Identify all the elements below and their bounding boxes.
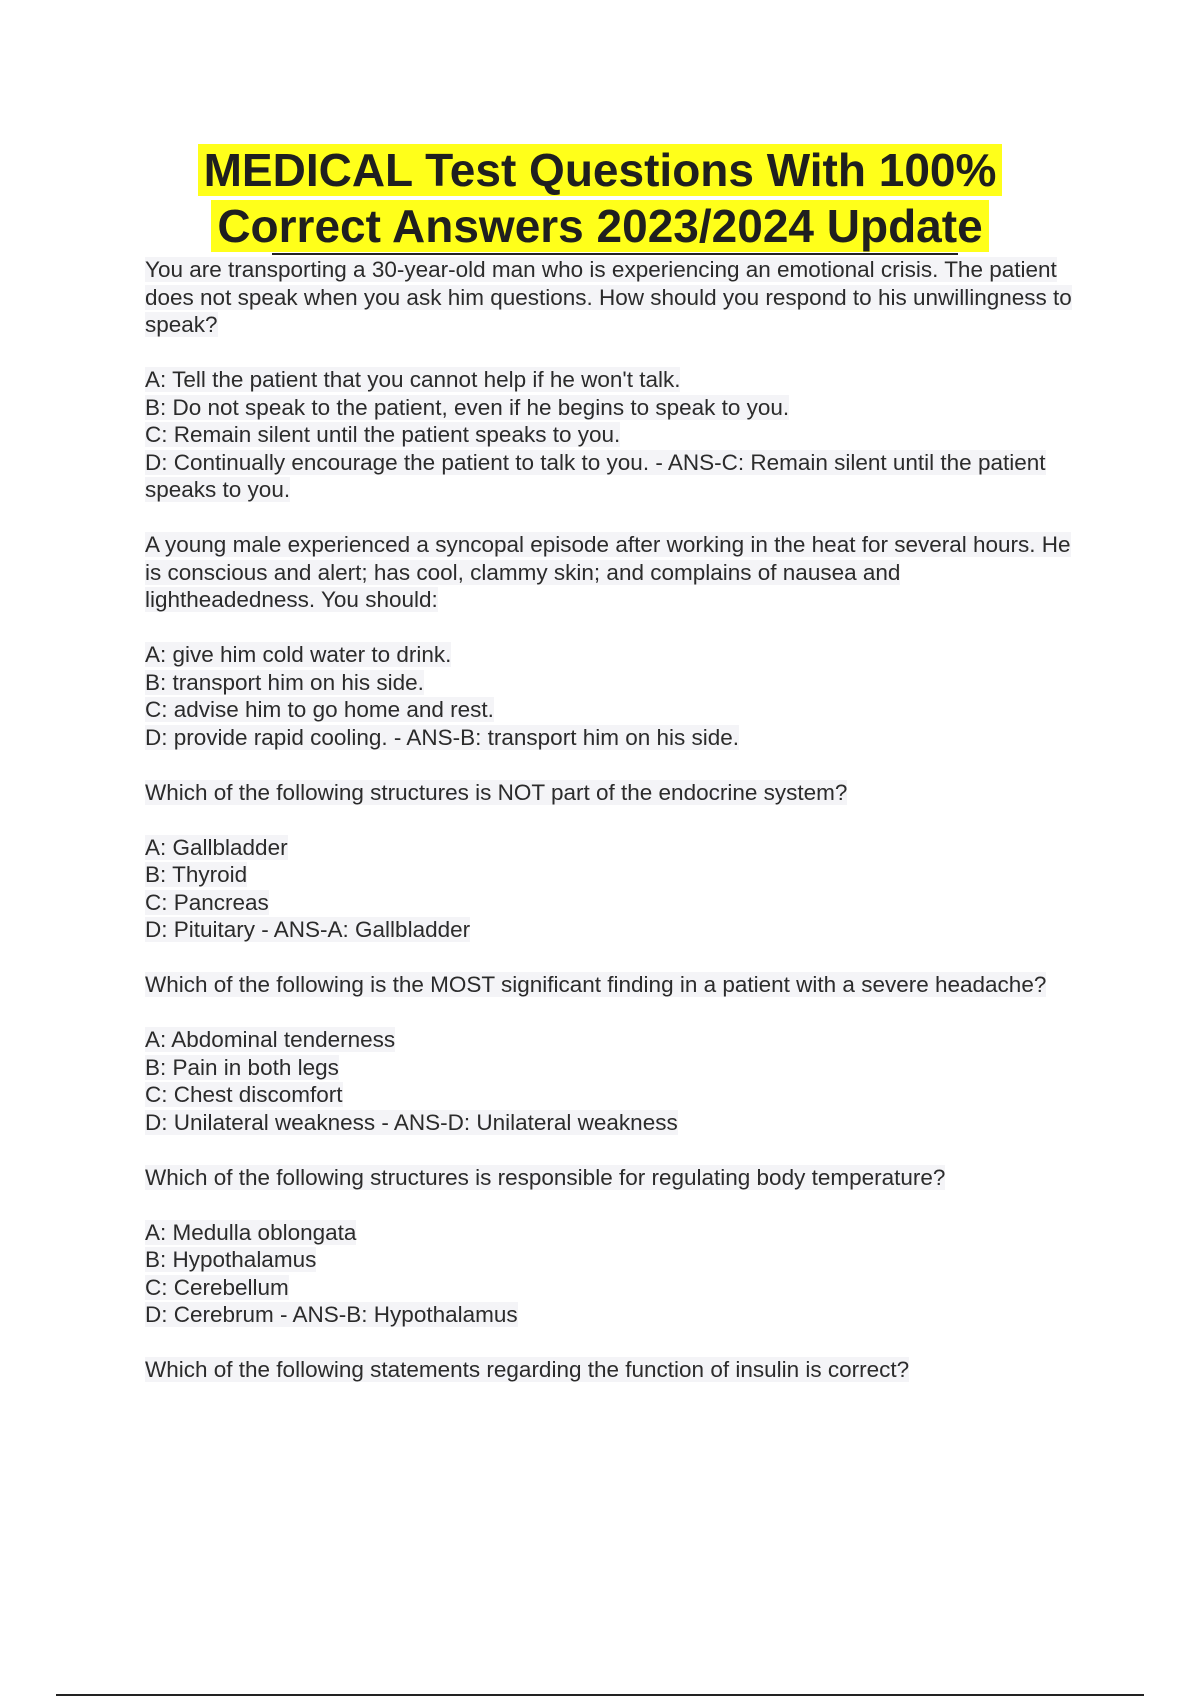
option-a: A: give him cold water to drink. xyxy=(145,642,452,667)
title-line-1 xyxy=(0,142,1200,198)
option-d-with-answer: D: Unilateral weakness - ANS-D: Unilateral weakness xyxy=(145,1109,678,1135)
question-block-4 xyxy=(145,971,1075,1136)
question-block-3 xyxy=(145,779,1075,944)
question-text: Which of the following structures is responsible for regulating body temperature? xyxy=(145,1164,946,1190)
option-c: C: Chest discomfort xyxy=(145,1082,343,1107)
title-underline xyxy=(272,253,958,255)
option-d-with-answer: D: provide rapid cooling. - ANS-B: transport him on his side. xyxy=(145,724,740,750)
question-text: A young male experienced a syncopal episode after working in the heat for several hours. He is conscious and alert; has cool, clammy skin; and complains of nausea and lightheadedness. You should: xyxy=(145,532,1071,612)
option-c: C: Pancreas xyxy=(145,889,269,915)
question-block-1 xyxy=(145,256,1075,504)
question-text: You are transporting a 30-year-old man who is experiencing an emotional crisis. The patient does not speak when you ask him questions. How should you respond to his unwillingness to speak? xyxy=(145,257,1072,337)
option-c: C: Cerebellum xyxy=(145,1274,289,1300)
document-title xyxy=(0,142,1200,254)
option-b: B: Thyroid xyxy=(145,862,248,887)
option-a: A: Gallbladder xyxy=(145,834,288,860)
option-a: A: Tell the patient that you cannot help if he won't talk. xyxy=(145,367,681,392)
question-block-2 xyxy=(145,531,1075,751)
answer-options xyxy=(145,641,1075,751)
option-d-with-answer: D: Pituitary - ANS-A: Gallbladder xyxy=(145,917,471,942)
answer-options xyxy=(145,1026,1075,1136)
answer-options xyxy=(145,1219,1075,1329)
option-c: C: advise him to go home and rest. xyxy=(145,697,494,722)
question-block-5 xyxy=(145,1164,1075,1329)
option-c: C: Remain silent until the patient speaks to you. xyxy=(145,422,621,447)
answer-options xyxy=(145,366,1075,504)
option-d-with-answer: D: Continually encourage the patient to talk to you. - ANS-C: Remain silent until the patient speaks to you. xyxy=(145,449,1046,502)
question-list xyxy=(145,256,1075,1411)
answer-options xyxy=(145,834,1075,944)
question-text: Which of the following statements regarding the function of insulin is correct? xyxy=(145,1357,910,1382)
option-b: B: Pain in both legs xyxy=(145,1054,339,1080)
option-d-with-answer: D: Cerebrum - ANS-B: Hypothalamus xyxy=(145,1302,518,1327)
option-b: B: transport him on his side. xyxy=(145,669,424,695)
option-b: B: Hypothalamus xyxy=(145,1247,317,1272)
title-line-2 xyxy=(0,198,1200,254)
option-b: B: Do not speak to the patient, even if he begins to speak to you. xyxy=(145,394,790,420)
title-line-1-text: MEDICAL Test Questions With 100% xyxy=(198,144,1003,196)
question-block-6 xyxy=(145,1356,1075,1384)
option-a: A: Abdominal tenderness xyxy=(145,1027,396,1052)
title-line-2-text: Correct Answers 2023/2024 Update xyxy=(211,200,988,252)
page-bottom-rule xyxy=(56,1694,1144,1696)
question-text: Which of the following structures is NOT part of the endocrine system? xyxy=(145,779,848,805)
option-a: A: Medulla oblongata xyxy=(145,1219,357,1245)
question-text: Which of the following is the MOST significant finding in a patient with a severe headache? xyxy=(145,972,1047,997)
